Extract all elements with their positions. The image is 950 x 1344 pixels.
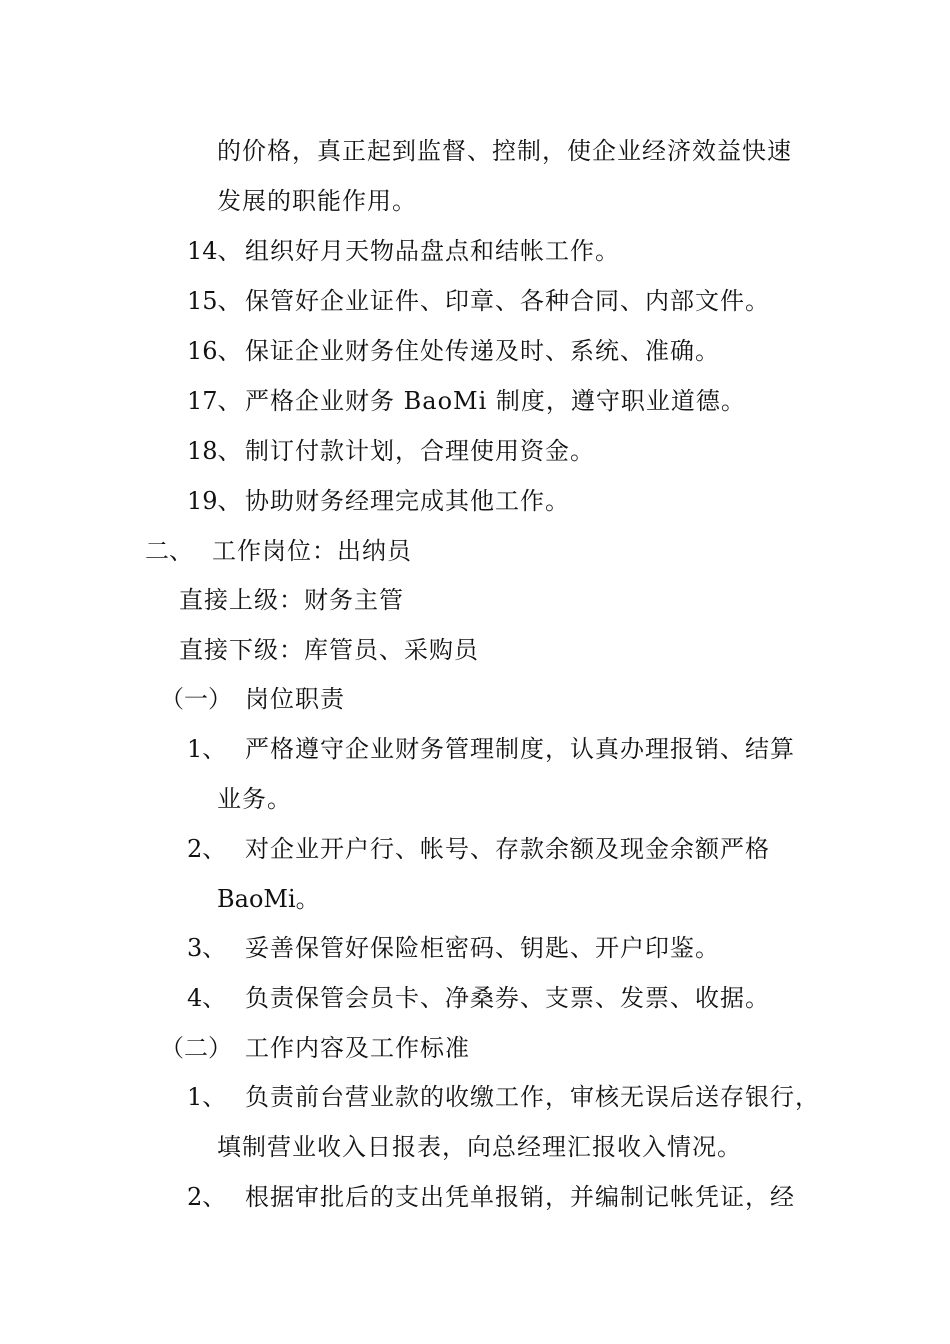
section-title: 工作岗位：出纳员	[212, 537, 412, 565]
list-item-text: 组织好月天物品盘点和结帐工作。	[245, 237, 620, 265]
list-item-number: 2、	[187, 1183, 227, 1211]
subsection-title: 工作内容及工作标准	[245, 1034, 470, 1062]
list-item-text: 根据审批后的支出凭单报销，并编制记帐凭证，经	[245, 1183, 795, 1211]
list-item-text: 妥善保管好保险柜密码、钥匙、开户印鉴。	[245, 934, 720, 962]
list-item-text: 协助财务经理完成其他工作。	[245, 487, 570, 515]
list-item-text: 严格企业财务 BaoMi 制度，遵守职业道德。	[245, 387, 746, 415]
list-item-number: 1、	[187, 735, 227, 763]
list-item-number: 1、	[187, 1083, 227, 1111]
direct-subordinate: 直接下级：库管员、采购员	[179, 636, 479, 664]
list-item-continuation: 业务。	[217, 785, 292, 813]
list-item-text: 保证企业财务住处传递及时、系统、准确。	[245, 337, 720, 365]
subsection-number: （一）	[160, 685, 232, 713]
paragraph-continuation-line: 的价格，真正起到监督、控制，使企业经济效益快速	[217, 137, 792, 165]
list-item-number: 3、	[187, 934, 227, 962]
list-item-continuation: 填制营业收入日报表，向总经理汇报收入情况。	[217, 1133, 742, 1161]
list-item-text: 负责保管会员卡、净桑券、支票、发票、收据。	[245, 984, 770, 1012]
subsection-number: （二）	[160, 1034, 232, 1062]
list-item-number: 15、	[187, 287, 242, 315]
list-item-number: 19、	[187, 487, 242, 515]
list-item-number: 16、	[187, 337, 242, 365]
list-item-number: 4、	[187, 984, 227, 1012]
list-item-number: 17、	[187, 387, 242, 415]
list-item-number: 18、	[187, 437, 242, 465]
list-item-text: 对企业开户行、帐号、存款余额及现金余额严格	[245, 835, 770, 863]
paragraph-continuation-line: 发展的职能作用。	[217, 187, 417, 215]
list-item-number: 14、	[187, 237, 242, 265]
direct-superior: 直接上级：财务主管	[179, 586, 404, 614]
list-item-text: 制订付款计划，合理使用资金。	[245, 437, 595, 465]
list-item-text: 严格遵守企业财务管理制度，认真办理报销、结算	[245, 735, 795, 763]
list-item-text: 负责前台营业款的收缴工作，审核无误后送存银行，	[245, 1083, 820, 1111]
list-item-text: 保管好企业证件、印章、各种合同、内部文件。	[245, 287, 770, 315]
subsection-title: 岗位职责	[245, 685, 345, 713]
list-item-continuation: BaoMi。	[217, 885, 320, 913]
list-item-number: 2、	[187, 835, 227, 863]
section-number: 二、	[145, 537, 193, 565]
